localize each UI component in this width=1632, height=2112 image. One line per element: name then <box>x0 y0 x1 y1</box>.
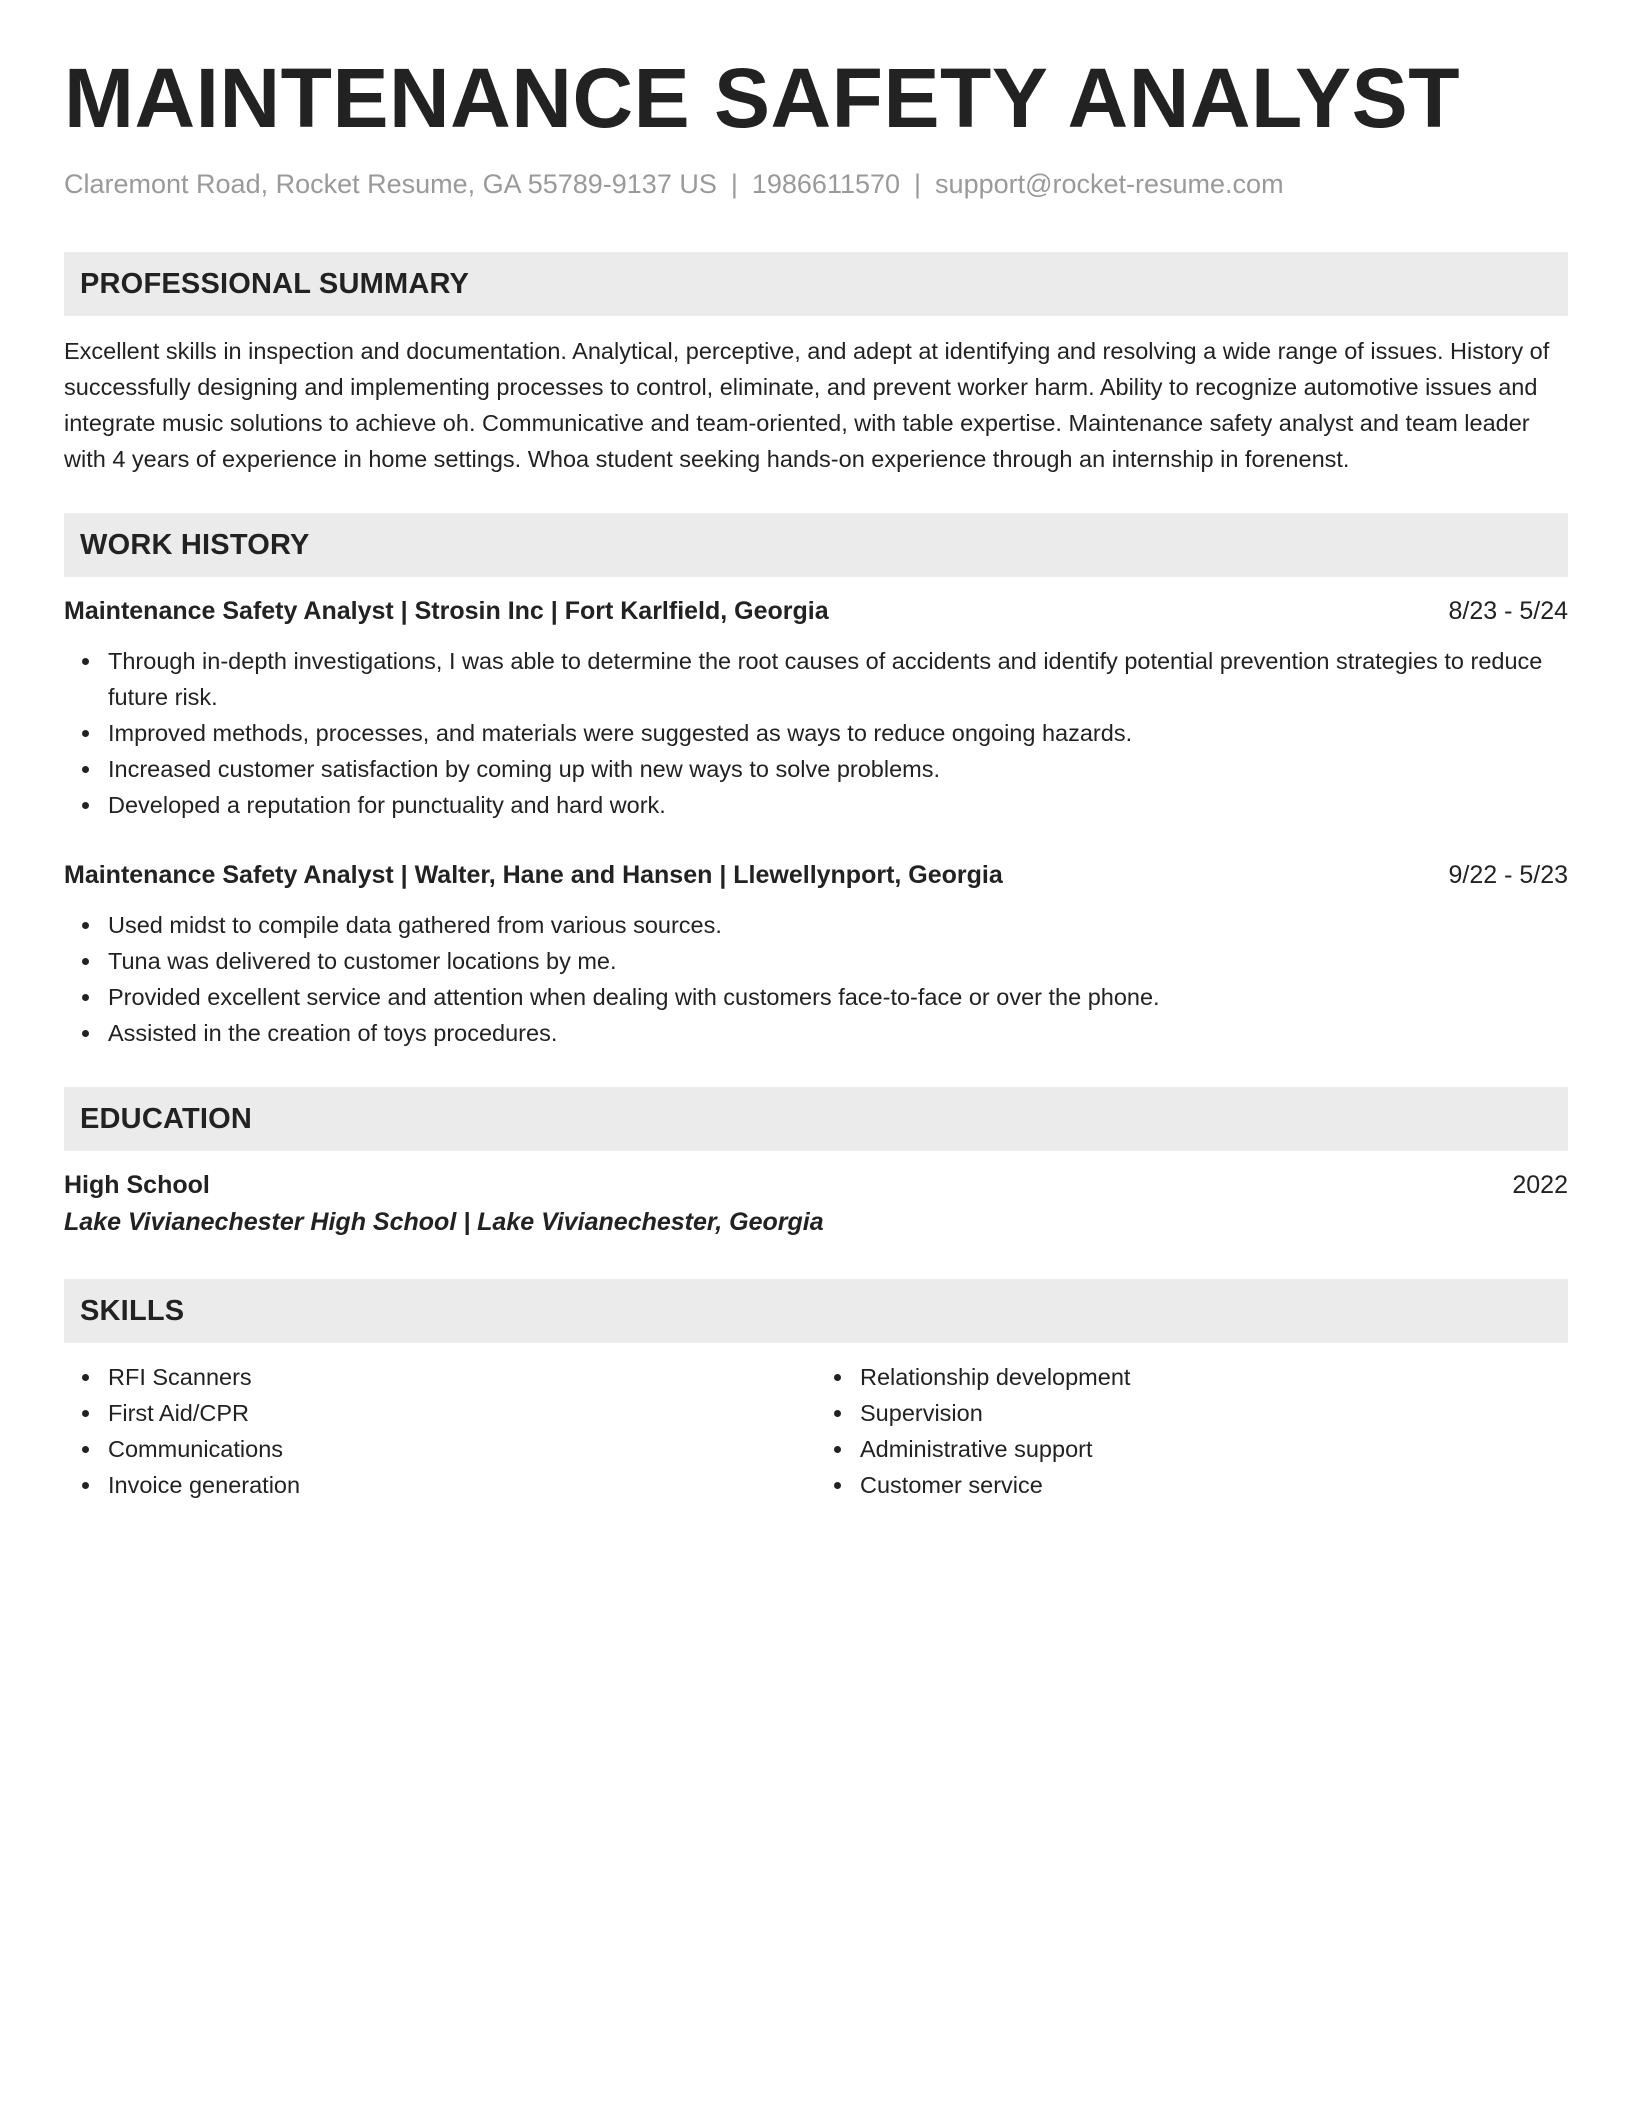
job-entry <box>64 857 1568 1051</box>
skills-list <box>64 1359 816 1503</box>
education-year: 2022 <box>1512 1171 1568 1200</box>
education-header <box>64 1167 1568 1203</box>
job-entry <box>64 593 1568 823</box>
contact-address: Claremont Road, Rocket Resume, GA 55789-9137 US <box>64 169 717 199</box>
job-bullets <box>64 643 1568 823</box>
job-dates: 8/23 - 5/24 <box>1448 597 1568 626</box>
job-title: Maintenance Safety Analyst | Walter, Hane and Hansen | Llewellynport, Georgia <box>64 861 1003 890</box>
job-header <box>64 857 1568 893</box>
summary-text: Excellent skills in inspection and documentation. Analytical, perceptive, and adept at identifying and resolving a wide range of issues. History of successfully designing and implementing processes to control, eliminate, and prevent worker harm. Ability to recognize automotive issues and integrate music solutions to achieve oh. Communicative and team-oriented, with table expertise. Maintenance safety analyst and team leader with 4 years of experience in home settings. Whoa student seeking hands-on experience through an internship in forenenst. <box>64 338 1550 473</box>
job-bullets <box>64 907 1568 1051</box>
contact-separator: | <box>914 169 922 199</box>
skill-item: Supervision <box>816 1395 1568 1431</box>
section-title: SKILLS <box>80 1294 185 1327</box>
job-title: Maintenance Safety Analyst | Strosin Inc | Fort Karlfield, Georgia <box>64 597 829 626</box>
section-header-summary <box>64 252 1568 316</box>
job-bullet: Increased customer satisfaction by coming up with new ways to solve problems. <box>64 751 1568 787</box>
contact-email[interactable]: support@rocket-resume.com <box>935 169 1284 199</box>
section-header-skills <box>64 1279 1568 1343</box>
skills-column-left <box>64 1359 816 1503</box>
skills-list <box>816 1359 1568 1503</box>
job-dates: 9/22 - 5/23 <box>1448 861 1568 890</box>
section-title: WORK HISTORY <box>80 528 310 561</box>
job-bullet: Developed a reputation for punctuality and hard work. <box>64 787 1568 823</box>
section-header-education <box>64 1087 1568 1151</box>
skill-item: First Aid/CPR <box>64 1395 816 1431</box>
education-entry <box>64 1167 1568 1241</box>
skills-column-right <box>816 1359 1568 1503</box>
contact-phone: 1986611570 <box>751 169 901 199</box>
skill-item: Administrative support <box>816 1431 1568 1467</box>
section-title: PROFESSIONAL SUMMARY <box>80 267 470 300</box>
skill-item: RFI Scanners <box>64 1359 816 1395</box>
contact-separator: | <box>730 169 738 199</box>
job-bullet: Improved methods, processes, and materials were suggested as ways to reduce ongoing hazards. <box>64 715 1568 751</box>
skill-item: Communications <box>64 1431 816 1467</box>
job-bullet: Provided excellent service and attention when dealing with customers face-to-face or over the phone. <box>64 979 1568 1015</box>
contact-line <box>64 168 1568 200</box>
education-school: Lake Vivianechester High School | Lake Vivianechester, Georgia <box>64 1208 824 1237</box>
candidate-name: MAINTENANCE SAFETY ANALYST <box>64 51 1461 145</box>
job-bullet: Through in-depth investigations, I was able to determine the root causes of accidents and identify potential prevention strategies to reduce future risk. <box>64 643 1568 715</box>
skills-grid <box>64 1359 1568 1503</box>
skill-item: Invoice generation <box>64 1467 816 1503</box>
education-degree: High School <box>64 1171 210 1200</box>
job-bullet: Used midst to compile data gathered from various sources. <box>64 907 1568 943</box>
skill-item: Customer service <box>816 1467 1568 1503</box>
job-bullet: Tuna was delivered to customer locations by me. <box>64 943 1568 979</box>
section-title: EDUCATION <box>80 1102 253 1135</box>
section-header-work-history <box>64 513 1568 577</box>
job-header <box>64 593 1568 629</box>
job-bullet: Assisted in the creation of toys procedures. <box>64 1015 1568 1051</box>
skill-item: Relationship development <box>816 1359 1568 1395</box>
